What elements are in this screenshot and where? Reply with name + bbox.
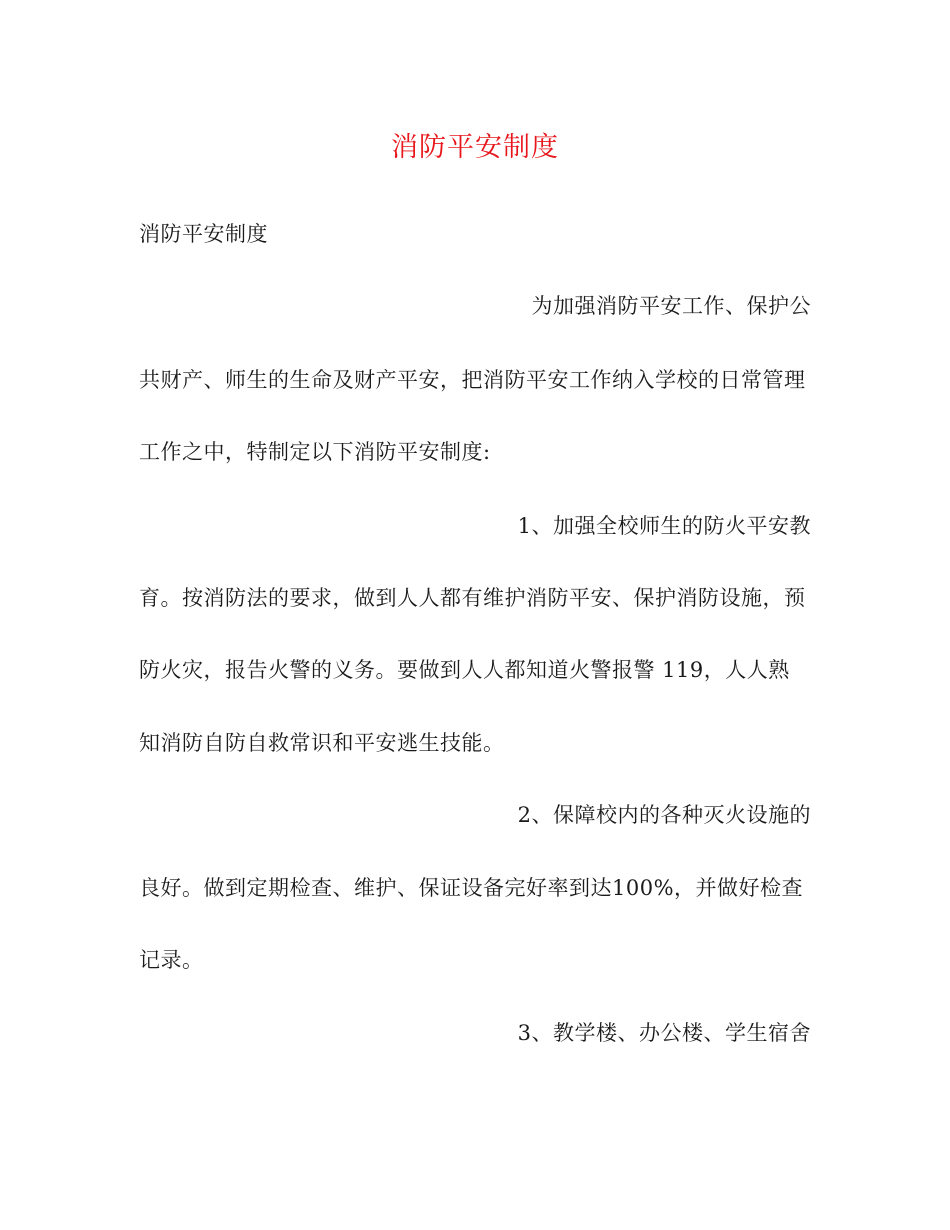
paragraph-line-11: 3、教学楼、办公楼、学生宿舍 bbox=[517, 1021, 811, 1045]
paragraph-line-9: 良好。做到定期检查、维护、保证设备完好率到达100%，并做好检查 bbox=[139, 876, 804, 900]
paragraph-line-10: 记录。 bbox=[139, 948, 204, 972]
paragraph-line-3: 工作之中，特制定以下消防平安制度: bbox=[139, 440, 491, 464]
paragraph-line-4: 1、加强全校师生的防火平安教 bbox=[517, 514, 811, 538]
paragraph-line-8: 2、保障校内的各种灭火设施的 bbox=[517, 803, 811, 827]
document-subtitle: 消防平安制度 bbox=[139, 222, 268, 246]
paragraph-line-1: 为加强消防平安工作、保护公 bbox=[531, 294, 811, 318]
paragraph-line-5: 育。按消防法的要求，做到人人都有维护消防平安、保护消防设施，预 bbox=[139, 586, 806, 610]
paragraph-line-6: 防火灾，报告火警的义务。要做到人人都知道火警报警 119，人人熟 bbox=[139, 658, 790, 682]
paragraph-line-7: 知消防自防自救常识和平安逃生技能。 bbox=[139, 731, 505, 755]
document-title: 消防平安制度 bbox=[391, 132, 559, 163]
paragraph-line-2: 共财产、师生的生命及财产平安，把消防平安工作纳入学校的日常管理 bbox=[139, 368, 806, 392]
